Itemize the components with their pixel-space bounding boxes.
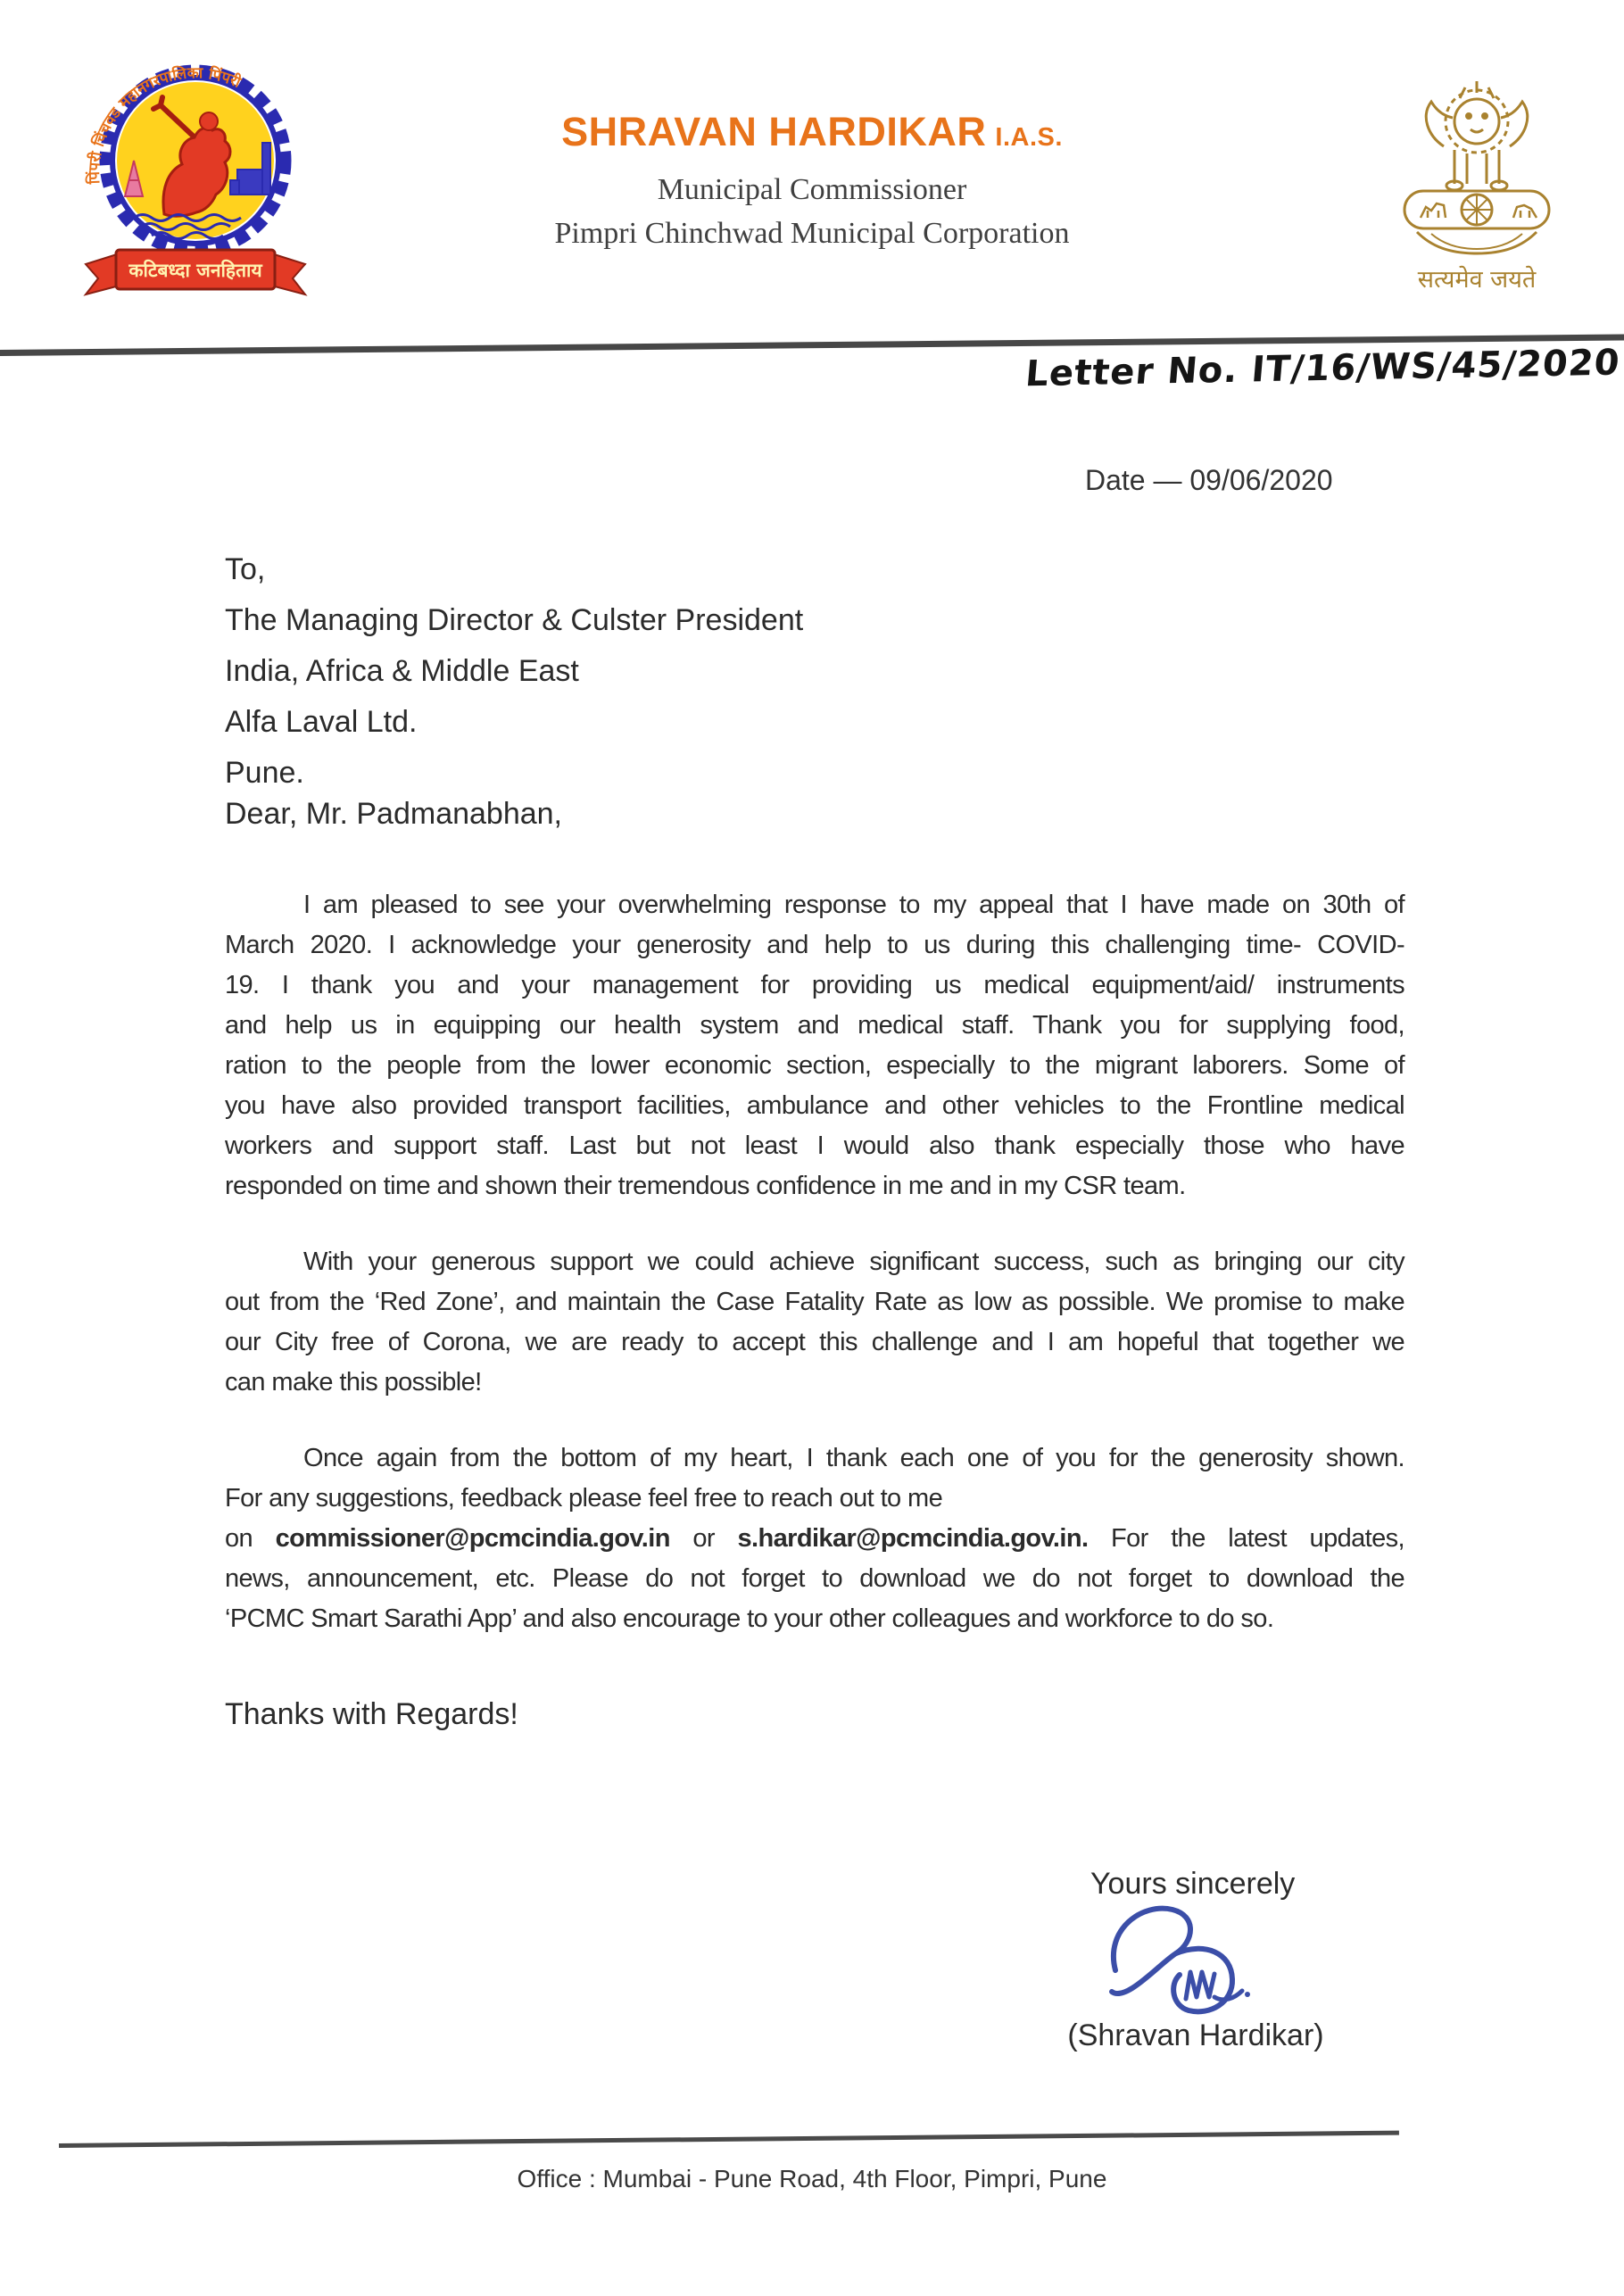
pcmc-municipal-logo [79,46,312,308]
logo-arc-text: पिंपरी चिंचवड महानगरपालिका पिंपरी [85,64,244,185]
lotus-base [1417,232,1537,253]
text-line: I am pleased to see your overwhelming response to my appeal that I have made on 30th of [303,891,1404,919]
text-line: and help us in equipping our health system and medical staff. Thank you for supplying food, [225,1011,1404,1040]
text-line: To, [225,552,266,586]
text-line: responded on time and shown their tremendous confidence in me and in my CSR team. [225,1172,1186,1200]
office-address: Office : Mumbai - Pune Road, 4th Floor, Pimpri, Pune [517,2165,1107,2192]
signature-zigzag [1186,1972,1214,1999]
lion-face [1454,99,1499,144]
closing-thanks: Thanks with Regards! [225,1697,518,1731]
footer-divider-line [59,2131,1399,2148]
valediction: Yours sincerely [1090,1867,1296,1901]
handwritten-signature [1096,1897,1256,2027]
email-address: commissioner@pcmcindia.gov.in [275,1524,670,1553]
text-line: Alfa Laval Ltd. [225,705,418,739]
text-line: out from the ‘Red Zone’, and maintain the Case Fatality Rate as low as possible. We promise to make [225,1288,1404,1316]
crown-tufts [1460,81,1494,98]
text-segment: on [225,1524,276,1553]
signatory-name: (Shravan Hardikar) [1067,2018,1324,2052]
text-segment: For the latest updates, [1088,1524,1405,1553]
bull-figure [1513,205,1537,218]
ribbon-text: कटिबध्दा जनहिताय [128,260,262,281]
designation-suffix: I.A.S. [995,123,1063,152]
text-line: news, announcement, etc. Please do not forget to download we do not forget to download the [225,1564,1404,1593]
commissioner-name [357,109,1267,155]
text-line: ‘PCMC Smart Sarathi App’ and also encourage to your other colleagues and workforce to do so. [225,1604,1274,1633]
handwritten-letter-number: Letter No. IT/16/WS/45/2020 [1023,342,1622,395]
commissioner-title: Municipal Commissioner [657,173,967,206]
body-paragraph-2 [225,1242,1404,1403]
lion-legs [1454,150,1499,184]
body-paragraph-1 [225,885,1404,1206]
recipient-address-block [225,544,803,799]
text-line: our City free of Corona, we are ready to accept this challenge and I am hopeful that together we [225,1328,1404,1356]
text-segment: or [669,1524,738,1553]
text-line: 19. I thank you and your management for providing us medical equipment/aid/ instruments [225,971,1404,999]
horse-figure [1421,203,1446,218]
signature-graphic [1096,1897,1256,2022]
text-line: can make this possible! [225,1368,482,1397]
text-line: workers and support staff. Last but not least I would also thank especially those who have [225,1131,1404,1160]
text-line: For any suggestions, feedback please feel free to reach out to me [225,1484,943,1513]
text-line: ration to the people from the lower economic section, especially to the migrant laborers. Some of [225,1051,1404,1080]
letterhead [357,109,1267,255]
emblem-graphic [1381,43,1572,298]
right-lion [1501,102,1528,146]
national-emblem-of-india [1381,43,1572,303]
body-paragraph-3 [225,1438,1404,1639]
pcmc-logo-graphic [79,46,312,303]
text-line: The Managing Director & Culster President [225,603,804,637]
organization-name: Pimpri Chinchwad Municipal Corporation [554,217,1070,250]
emblem-caption: सत्यमेव जयते [1417,266,1537,294]
signature-dot [1245,1992,1250,1997]
salutation: Dear, Mr. Padmanabhan, [225,797,563,831]
commissioner-name-text: SHRAVAN HARDIKAR [561,109,987,154]
rider-head [200,112,218,130]
letter-date: Date — 09/06/2020 [1085,464,1333,496]
text-line: March 2020. I acknowledge your generosity and help to us during this challenging time- COVID- [225,931,1404,959]
text-line: you have also provided transport facilities, ambulance and other vehicles to the Frontline medical [225,1091,1404,1120]
text-line: With your generous support we could achieve significant success, such as bringing our city [303,1247,1404,1276]
text-line [225,1519,1404,1559]
text-line: India, Africa & Middle East [225,654,579,688]
email-address: s.hardikar@pcmcindia.gov.in. [737,1524,1089,1553]
text-line: Pune. [225,756,304,790]
ribbon-banner [86,250,305,294]
text-line: Once again from the bottom of my heart, I thank each one of you for the generosity shown. [303,1444,1404,1472]
